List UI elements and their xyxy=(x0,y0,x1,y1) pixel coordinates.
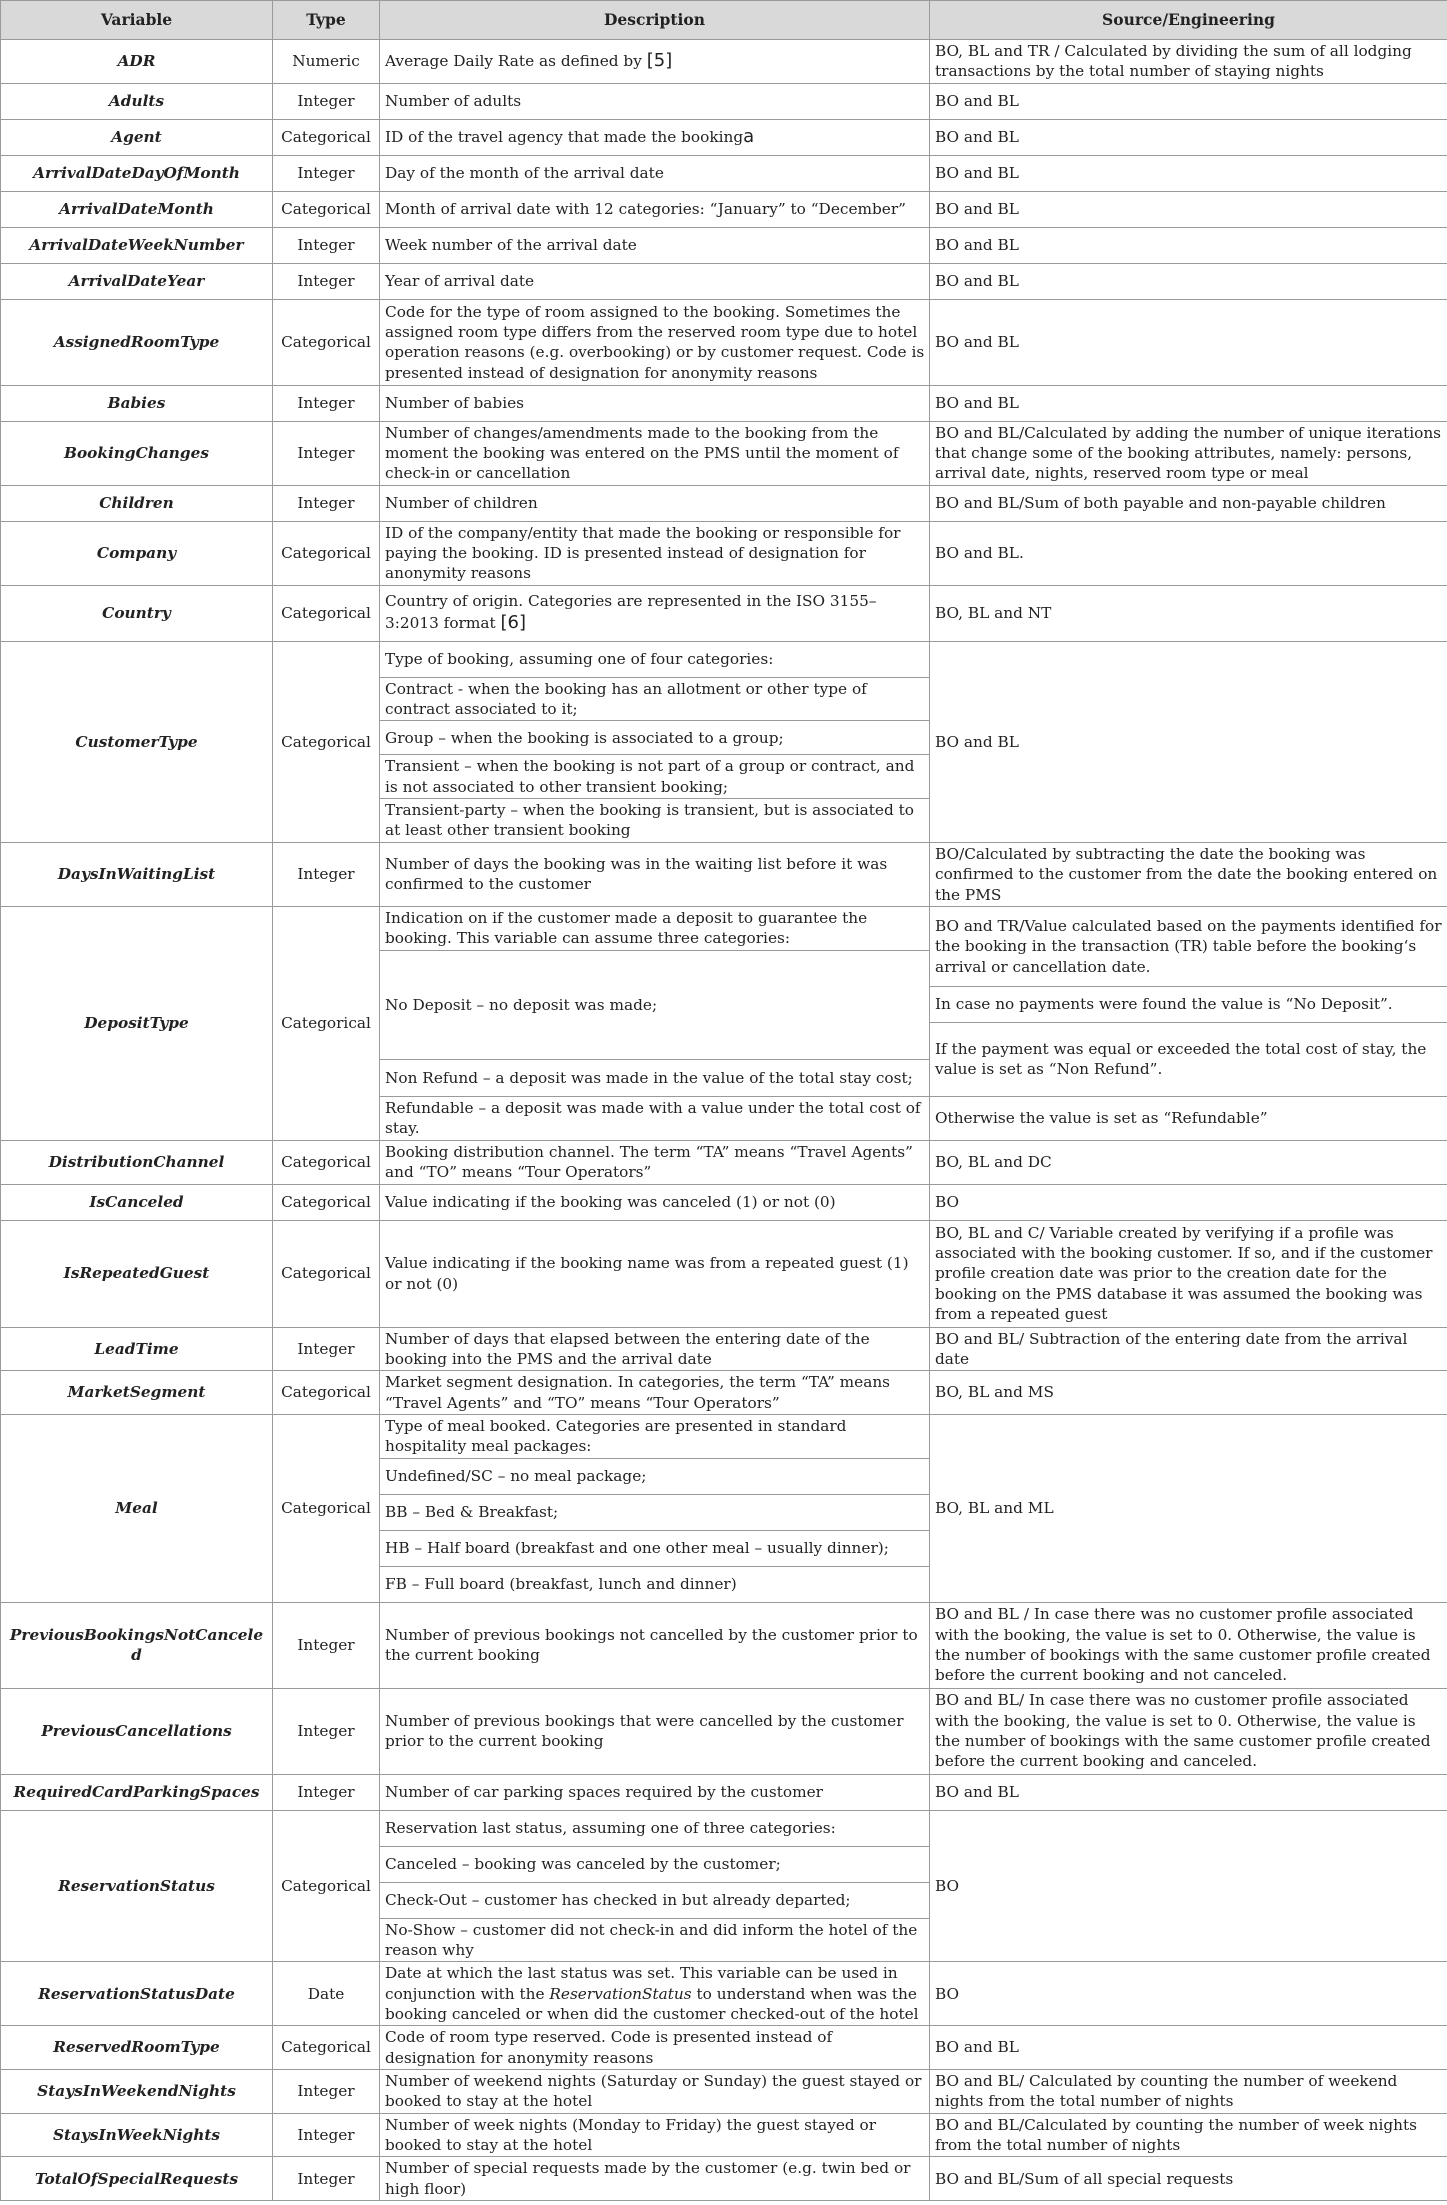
description-line: Reservation last status, assuming one of three categories: xyxy=(380,1810,930,1846)
variable-reference: ReservationStatus xyxy=(549,1984,692,2003)
table-row xyxy=(1,40,1447,84)
variable-name: IsCanceled xyxy=(1,1184,273,1220)
variable-source: BO and BL/ Subtraction of the entering date from the arrival date xyxy=(930,1327,1447,1371)
table-row xyxy=(1,2113,1447,2157)
variable-source: BO, BL and MS xyxy=(930,1371,1447,1415)
source-line: Otherwise the value is set as “Refundable” xyxy=(930,1096,1447,1140)
variable-name: CustomerType xyxy=(1,641,273,842)
description-line: Group – when the booking is associated to a group; xyxy=(380,721,930,755)
variable-type: Integer xyxy=(273,1688,380,1774)
variable-name: ArrivalDateYear xyxy=(1,263,273,299)
variable-description: Week number of the arrival date xyxy=(380,227,930,263)
table-row xyxy=(1,1327,1447,1371)
variable-description: Number of car parking spaces required by the customer xyxy=(380,1774,930,1810)
variable-name: DepositType xyxy=(1,906,273,1140)
table-row xyxy=(1,119,1447,155)
variable-source: BO and BL xyxy=(930,263,1447,299)
variable-source: BO and BL xyxy=(930,2026,1447,2070)
variable-name: StaysInWeekNights xyxy=(1,2113,273,2157)
variable-type: Categorical xyxy=(273,1371,380,1415)
variable-source: BO and BL xyxy=(930,155,1447,191)
variable-source: BO, BL and DC xyxy=(930,1140,1447,1184)
variable-type: Integer xyxy=(273,1602,380,1688)
variable-type: Integer xyxy=(273,1327,380,1371)
variable-name: TotalOfSpecialRequests xyxy=(1,2157,273,2201)
variable-description: Number of days the booking was in the waiting list before it was confirmed to the customer xyxy=(380,842,930,906)
variable-type: Date xyxy=(273,1962,380,2026)
variable-type: Categorical xyxy=(273,1810,380,1962)
variable-type: Integer xyxy=(273,2070,380,2114)
variable-type: Categorical xyxy=(273,1140,380,1184)
variable-description: Number of weekend nights (Saturday or Sunday) the guest stayed or booked to stay at the hotel xyxy=(380,2070,930,2114)
variable-source: BO and BL / In case there was no customer profile associated with the booking, the value is set to 0. Otherwise, the value is the number of bookings with the same customer profile created before the current booking and not canceled. xyxy=(930,1602,1447,1688)
variable-source: BO xyxy=(930,1962,1447,2026)
table-row xyxy=(1,521,1447,585)
description-line: HB – Half board (breakfast and one other meal – usually dinner); xyxy=(380,1530,930,1566)
table-row xyxy=(1,585,1447,641)
variable-source: BO and BL xyxy=(930,1774,1447,1810)
variable-type: Categorical xyxy=(273,906,380,1140)
variable-source: BO and BL xyxy=(930,119,1447,155)
variable-type: Integer xyxy=(273,263,380,299)
description-line: Type of meal booked. Categories are presented in standard hospitality meal packages: xyxy=(380,1414,930,1458)
variable-description: Booking distribution channel. The term “TA” means “Travel Agents” and “TO” means “Tour Operators” xyxy=(380,1140,930,1184)
footnote-marker: a xyxy=(743,126,755,148)
description-line: Refundable – a deposit was made with a value under the total cost of stay. xyxy=(380,1096,930,1140)
source-line: BO and TR/Value calculated based on the payments identified for the booking in the transaction (TR) table before the booking‘s arrival or cancellation date. xyxy=(930,906,1447,986)
variable-description: Number of days that elapsed between the entering date of the booking into the PMS and the arrival date xyxy=(380,1327,930,1371)
variable-description xyxy=(380,119,930,155)
description-line: No Deposit – no deposit was made; xyxy=(380,950,930,1059)
variable-description: Number of special requests made by the customer (e.g. twin bed or high floor) xyxy=(380,2157,930,2201)
description-text: Country of origin. Categories are represented in the ISO 3155–3:2013 format xyxy=(385,592,877,633)
variable-name: Children xyxy=(1,485,273,521)
table-row xyxy=(1,1688,1447,1774)
variable-source: BO and BL/Calculated by adding the number of unique iterations that change some of the booking attributes, namely: persons, arrival date, nights, reserved room type or meal xyxy=(930,421,1447,485)
variable-description: Number of changes/amendments made to the booking from the moment the booking was entered on the PMS until the moment of check-in or cancellation xyxy=(380,421,930,485)
variable-name: Meal xyxy=(1,1414,273,1602)
table-row xyxy=(1,1184,1447,1220)
description-text: to understand when was the booking canceled or when did the customer checked-out of the hotel xyxy=(385,1984,919,2023)
header-row xyxy=(1,1,1447,40)
variable-description: Day of the month of the arrival date xyxy=(380,155,930,191)
variable-description xyxy=(380,585,930,641)
variable-name: ReservationStatusDate xyxy=(1,1962,273,2026)
table-row xyxy=(1,906,1447,950)
variable-source: BO, BL and NT xyxy=(930,585,1447,641)
variable-type: Categorical xyxy=(273,119,380,155)
description-line: Transient – when the booking is not part of a group or contract, and is not associated to other transient booking; xyxy=(380,755,930,799)
description-line: No-Show – customer did not check-in and did inform the hotel of the reason why xyxy=(380,1918,930,1962)
variable-source: BO and BL/ In case there was no customer profile associated with the booking, the value is set to 0. Otherwise, the value is the number of bookings with the same customer profile created before the current booking and canceled. xyxy=(930,1688,1447,1774)
variable-source: BO and BL xyxy=(930,385,1447,421)
variable-type: Integer xyxy=(273,2113,380,2157)
variable-source: BO and BL xyxy=(930,191,1447,227)
table-row xyxy=(1,1810,1447,1846)
description-text: Average Daily Rate as defined by xyxy=(385,52,642,71)
header-description: Description xyxy=(380,1,930,40)
variable-name: Country xyxy=(1,585,273,641)
variable-name: RequiredCardParkingSpaces xyxy=(1,1774,273,1810)
variable-type: Categorical xyxy=(273,521,380,585)
variable-name: ReservedRoomType xyxy=(1,2026,273,2070)
variable-type: Categorical xyxy=(273,1220,380,1327)
table-row xyxy=(1,485,1447,521)
description-text: Date at which the last status was set. This variable can be used in conjunction with the xyxy=(385,1964,898,2003)
variable-description: Market segment designation. In categories, the term “TA” means “Travel Agents” and “TO” means “Tour Operators” xyxy=(380,1371,930,1415)
variable-name: MarketSegment xyxy=(1,1371,273,1415)
variable-type: Integer xyxy=(273,1774,380,1810)
variable-type: Integer xyxy=(273,421,380,485)
table-row xyxy=(1,1220,1447,1327)
header-type: Type xyxy=(273,1,380,40)
table-row xyxy=(1,1774,1447,1810)
variable-name: ArrivalDateDayOfMonth xyxy=(1,155,273,191)
description-line: Indication on if the customer made a deposit to guarantee the booking. This variable can assume three categories: xyxy=(380,906,930,950)
variable-name: ReservationStatus xyxy=(1,1810,273,1962)
variable-source: BO and BL xyxy=(930,641,1447,842)
table-row xyxy=(1,263,1447,299)
variable-description: Code for the type of room assigned to the booking. Sometimes the assigned room type differs from the reserved room type due to hotel operation reasons (e.g. overbooking) or by customer request. Code is presented instead of designation for anonymity reasons xyxy=(380,299,930,385)
variable-name: LeadTime xyxy=(1,1327,273,1371)
variable-type: Integer xyxy=(273,83,380,119)
description-line: Transient-party – when the booking is transient, but is associated to at least other transient booking xyxy=(380,799,930,843)
variable-type: Categorical xyxy=(273,641,380,842)
source-line: In case no payments were found the value is “No Deposit”. xyxy=(930,986,1447,1022)
source-line: If the payment was equal or exceeded the total cost of stay, the value is set as “Non Refund”. xyxy=(930,1022,1447,1096)
variable-type: Categorical xyxy=(273,299,380,385)
variable-source: BO, BL and ML xyxy=(930,1414,1447,1602)
variable-source: BO, BL and TR / Calculated by dividing the sum of all lodging transactions by the total number of staying nights xyxy=(930,40,1447,84)
description-line: Check-Out – customer has checked in but already departed; xyxy=(380,1882,930,1918)
variable-name: ArrivalDateWeekNumber xyxy=(1,227,273,263)
variable-description: Number of adults xyxy=(380,83,930,119)
variable-source: BO and BL/ Calculated by counting the number of weekend nights from the total number of nights xyxy=(930,2070,1447,2114)
variable-name: StaysInWeekendNights xyxy=(1,2070,273,2114)
description-line: FB – Full board (breakfast, lunch and dinner) xyxy=(380,1566,930,1602)
table-row xyxy=(1,155,1447,191)
variable-type: Categorical xyxy=(273,1414,380,1602)
variable-source: BO and BL xyxy=(930,83,1447,119)
variable-type: Integer xyxy=(273,227,380,263)
variable-source: BO xyxy=(930,1184,1447,1220)
variable-description: Number of previous bookings not cancelled by the customer prior to the current booking xyxy=(380,1602,930,1688)
variable-type: Categorical xyxy=(273,585,380,641)
table-row xyxy=(1,1140,1447,1184)
variable-description: Number of children xyxy=(380,485,930,521)
variable-name: Adults xyxy=(1,83,273,119)
variable-source: BO and BL/Sum of all special requests xyxy=(930,2157,1447,2201)
table-row xyxy=(1,191,1447,227)
variable-name: IsRepeatedGuest xyxy=(1,1220,273,1327)
table-row xyxy=(1,1371,1447,1415)
description-line: Type of booking, assuming one of four categories: xyxy=(380,641,930,677)
variable-description: Year of arrival date xyxy=(380,263,930,299)
variable-type: Integer xyxy=(273,485,380,521)
variable-name: PreviousCancellations xyxy=(1,1688,273,1774)
table-row xyxy=(1,2157,1447,2201)
variable-type: Integer xyxy=(273,842,380,906)
variable-source: BO and BL/Calculated by counting the number of week nights from the total number of nights xyxy=(930,2113,1447,2157)
table-row xyxy=(1,842,1447,906)
header-variable: Variable xyxy=(1,1,273,40)
variable-source: BO/Calculated by subtracting the date the booking was confirmed to the customer from the date the booking entered on the PMS xyxy=(930,842,1447,906)
variable-description: Number of babies xyxy=(380,385,930,421)
table-row xyxy=(1,299,1447,385)
reference-marker: [5] xyxy=(646,50,673,72)
header-source: Source/Engineering xyxy=(930,1,1447,40)
variable-type: Integer xyxy=(273,155,380,191)
variable-description: Code of room type reserved. Code is presented instead of designation for anonymity reasons xyxy=(380,2026,930,2070)
reference-marker: [6] xyxy=(500,612,527,634)
variable-source: BO and BL xyxy=(930,299,1447,385)
variable-name: DistributionChannel xyxy=(1,1140,273,1184)
variable-description: Month of arrival date with 12 categories: “January” to “December” xyxy=(380,191,930,227)
variable-source: BO and BL. xyxy=(930,521,1447,585)
description-line: Canceled – booking was canceled by the customer; xyxy=(380,1846,930,1882)
variable-name: DaysInWaitingList xyxy=(1,842,273,906)
table-row xyxy=(1,1602,1447,1688)
variable-name: ArrivalDateMonth xyxy=(1,191,273,227)
variable-name: BookingChanges xyxy=(1,421,273,485)
table-row xyxy=(1,2026,1447,2070)
description-line: BB – Bed & Breakfast; xyxy=(380,1494,930,1530)
description-line: Undefined/SC – no meal package; xyxy=(380,1458,930,1494)
variable-type: Categorical xyxy=(273,1184,380,1220)
variable-description: ID of the company/entity that made the booking or responsible for paying the booking. ID is presented instead of designation for anonymity reasons xyxy=(380,521,930,585)
description-text: ID of the travel agency that made the booking xyxy=(385,128,744,147)
variable-name: Agent xyxy=(1,119,273,155)
description-line: Contract - when the booking has an allotment or other type of contract associated to it; xyxy=(380,677,930,721)
variable-description: Number of week nights (Monday to Friday) the guest stayed or booked to stay at the hotel xyxy=(380,2113,930,2157)
variable-source: BO and BL/Sum of both payable and non-payable children xyxy=(930,485,1447,521)
description-line: Non Refund – a deposit was made in the value of the total stay cost; xyxy=(380,1059,930,1096)
table-row xyxy=(1,421,1447,485)
variable-type: Numeric xyxy=(273,40,380,84)
variable-description: Value indicating if the booking was canceled (1) or not (0) xyxy=(380,1184,930,1220)
table-row xyxy=(1,1414,1447,1458)
variable-type: Integer xyxy=(273,2157,380,2201)
table-row xyxy=(1,641,1447,677)
variable-description xyxy=(380,1962,930,2026)
variable-description: Value indicating if the booking name was from a repeated guest (1) or not (0) xyxy=(380,1220,930,1327)
variable-type: Categorical xyxy=(273,2026,380,2070)
variable-source: BO xyxy=(930,1810,1447,1962)
variable-source: BO, BL and C/ Variable created by verifying if a profile was associated with the booking customer. If so, and if the customer profile creation date was prior to the creation date for the booking on the PMS database it was assumed the booking was from a repeated guest xyxy=(930,1220,1447,1327)
table-row xyxy=(1,1962,1447,2026)
variable-name: AssignedRoomType xyxy=(1,299,273,385)
table-row xyxy=(1,2070,1447,2114)
table-row xyxy=(1,83,1447,119)
table-row xyxy=(1,227,1447,263)
variable-type: Integer xyxy=(273,385,380,421)
variable-type: Categorical xyxy=(273,191,380,227)
variable-source: BO and BL xyxy=(930,227,1447,263)
variable-name: Company xyxy=(1,521,273,585)
variable-name: Babies xyxy=(1,385,273,421)
table-row xyxy=(1,385,1447,421)
variable-description xyxy=(380,40,930,84)
variable-description: Number of previous bookings that were cancelled by the customer prior to the current booking xyxy=(380,1688,930,1774)
variable-name: PreviousBookingsNotCanceled xyxy=(1,1602,273,1688)
variable-name: ADR xyxy=(1,40,273,84)
